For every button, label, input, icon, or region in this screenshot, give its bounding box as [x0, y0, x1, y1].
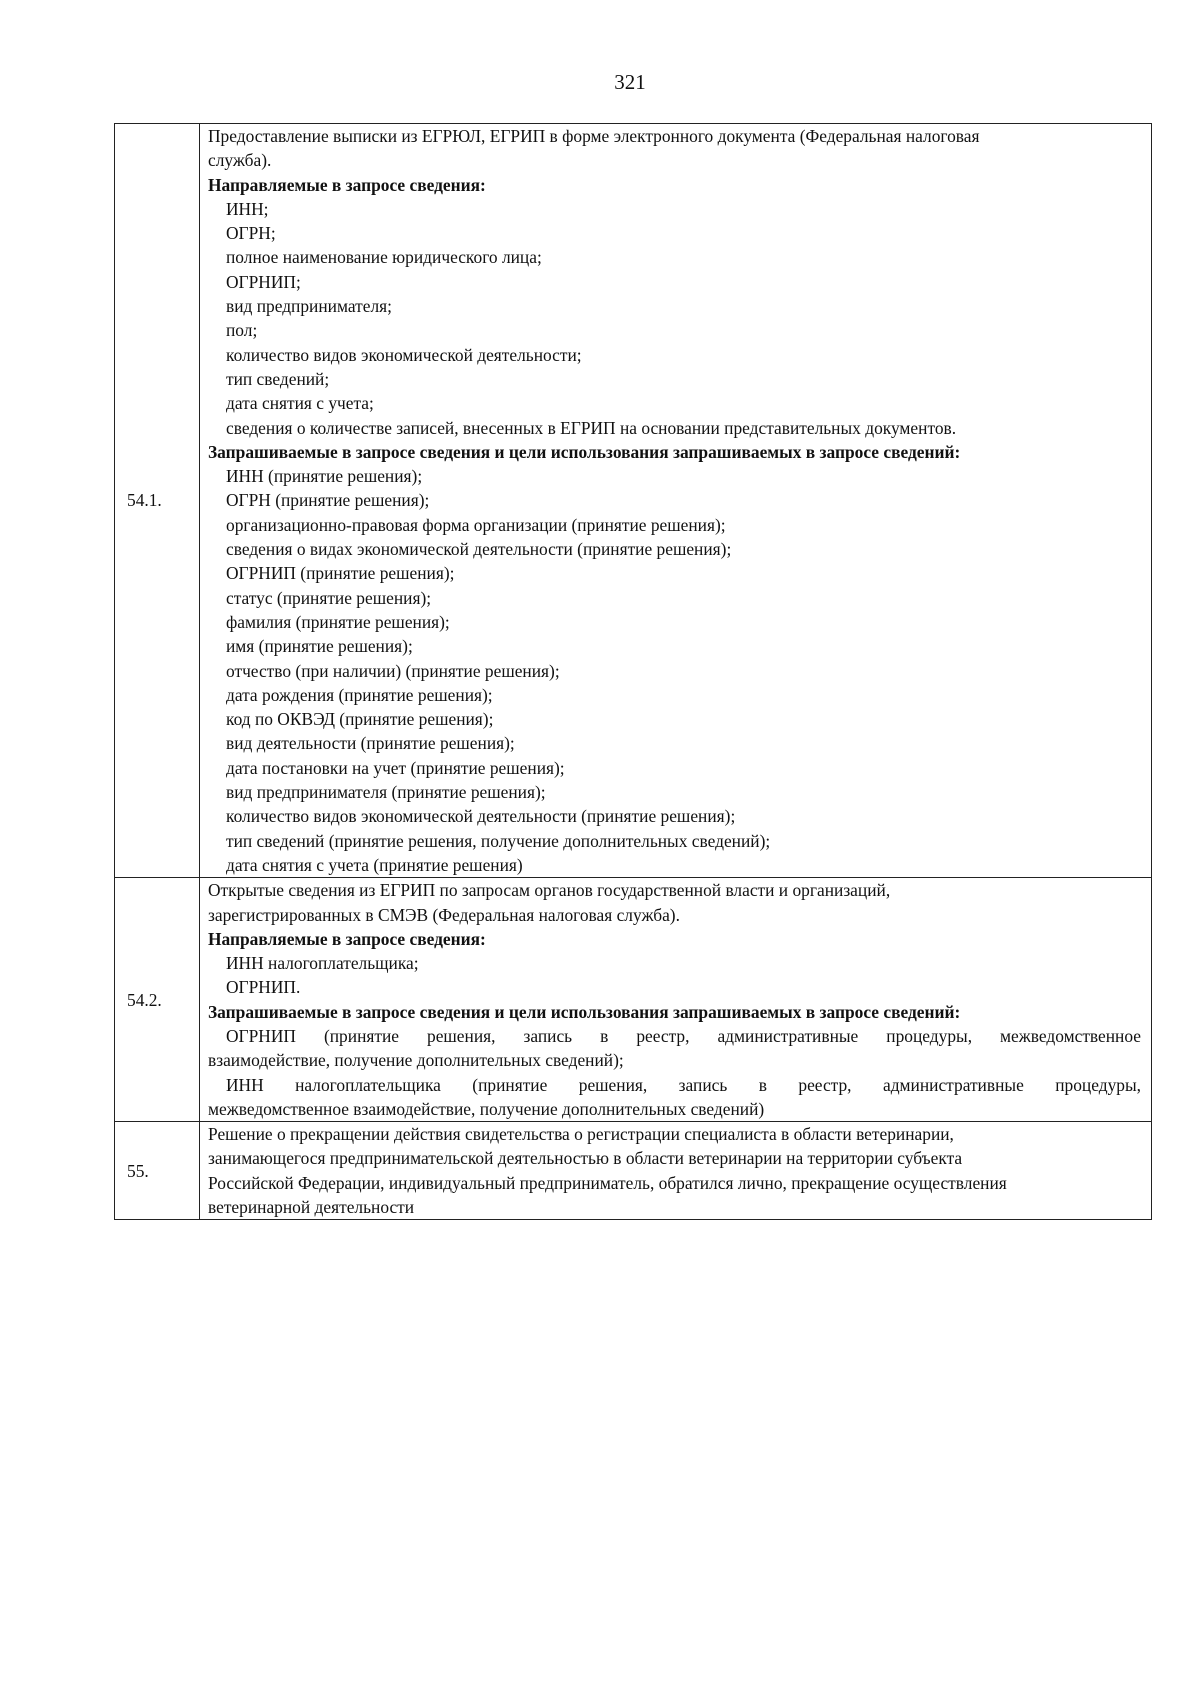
- text-line: количество видов экономической деятельности (принятие решения);: [226, 806, 736, 827]
- text-line: вид предпринимателя (принятие решения);: [226, 782, 546, 803]
- text-line: ИНН;: [226, 198, 269, 219]
- table-row: [115, 878, 1152, 1122]
- text-line: фамилия (принятие решения);: [226, 611, 450, 632]
- text-line: дата постановки на учет (принятие решения);: [226, 757, 565, 778]
- table-row: [115, 1122, 1152, 1220]
- text-line: Предоставление выписки из ЕГРЮЛ, ЕГРИП в форме электронного документа (Федеральная налоговая: [208, 126, 980, 146]
- page-number: 321: [614, 70, 646, 94]
- table-row: [115, 124, 1152, 878]
- text-line: зарегистрированных в СМЭВ (Федеральная налоговая служба).: [208, 904, 680, 925]
- text-line: отчество (при наличии) (принятие решения);: [226, 660, 560, 681]
- text-line: имя (принятие решения);: [226, 636, 413, 657]
- text-line: ОГРНИП;: [226, 271, 301, 292]
- text-line: полное наименование юридического лица;: [226, 247, 542, 268]
- text-line: ИНН налогоплательщика (принятие решения, запись в реестр, административные процедуры,: [226, 1074, 1141, 1095]
- text-line: вид предпринимателя;: [226, 296, 392, 317]
- text-line: Российской Федерации, индивидуальный предприниматель, обратился лично, прекращение осуществления: [208, 1172, 1007, 1193]
- section-heading: Направляемые в запросе сведения:: [208, 174, 486, 195]
- text-line: ИНН (принятие решения);: [226, 466, 423, 487]
- text-line: ОГРН;: [226, 223, 276, 244]
- text-line: ветеринарной деятельности: [208, 1197, 415, 1218]
- section-heading: Запрашиваемые в запросе сведения и цели использования запрашиваемых в запросе сведений:: [208, 1001, 961, 1022]
- text-line: межведомственное взаимодействие, получение дополнительных сведений): [208, 1098, 765, 1119]
- text-line: статус (принятие решения);: [226, 587, 432, 608]
- section-heading: Запрашиваемые в запросе сведения и цели использования запрашиваемых в запросе сведений:: [208, 441, 961, 462]
- text-line: тип сведений;: [226, 368, 330, 389]
- text-line: Открытые сведения из ЕГРИП по запросам органов государственной власти и организаций,: [208, 880, 891, 901]
- text-line: код по ОКВЭД (принятие решения);: [226, 709, 494, 730]
- text-line: сведения о количестве записей, внесенных в ЕГРИП на основании представительных документов.: [226, 417, 957, 438]
- text-line: занимающегося предпринимательской деятельностью в области ветеринарии на территории субъекта: [208, 1148, 963, 1169]
- section-heading: Направляемые в запросе сведения:: [208, 928, 486, 949]
- text-line: взаимодействие, получение дополнительных сведений);: [208, 1050, 624, 1071]
- text-line: ОГРНИП (принятие решения);: [226, 563, 455, 584]
- text-line: дата снятия с учета (принятие решения): [226, 854, 523, 875]
- row-number: 55.: [115, 1122, 200, 1220]
- text-line: ИНН налогоплательщика;: [226, 953, 419, 974]
- row-content: [200, 124, 1152, 878]
- row-number: 54.2.: [115, 878, 200, 1122]
- text-line: ОГРНИП.: [226, 977, 301, 998]
- text-line: сведения о видах экономической деятельности (принятие решения);: [226, 539, 732, 560]
- text-line: вид деятельности (принятие решения);: [226, 733, 515, 754]
- text-line: тип сведений (принятие решения, получение дополнительных сведений);: [226, 830, 771, 851]
- text-line: дата рождения (принятие решения);: [226, 684, 493, 705]
- text-line: пол;: [226, 320, 258, 341]
- text-line: служба).: [208, 150, 272, 171]
- row-content: [200, 878, 1152, 1122]
- text-line: организационно-правовая форма организации (принятие решения);: [226, 514, 726, 535]
- text-line: дата снятия с учета;: [226, 393, 374, 414]
- text-line: ОГРН (принятие решения);: [226, 490, 430, 511]
- text-line: Решение о прекращении действия свидетельства о регистрации специалиста в области ветеринарии,: [208, 1124, 954, 1145]
- text-line: количество видов экономической деятельности;: [226, 344, 582, 365]
- row-number: 54.1.: [115, 124, 200, 878]
- text-line: ОГРНИП (принятие решения, запись в реестр, административные процедуры, межведомственное: [226, 1025, 1141, 1046]
- services-table: [114, 123, 1152, 1220]
- row-content: [200, 1122, 1152, 1220]
